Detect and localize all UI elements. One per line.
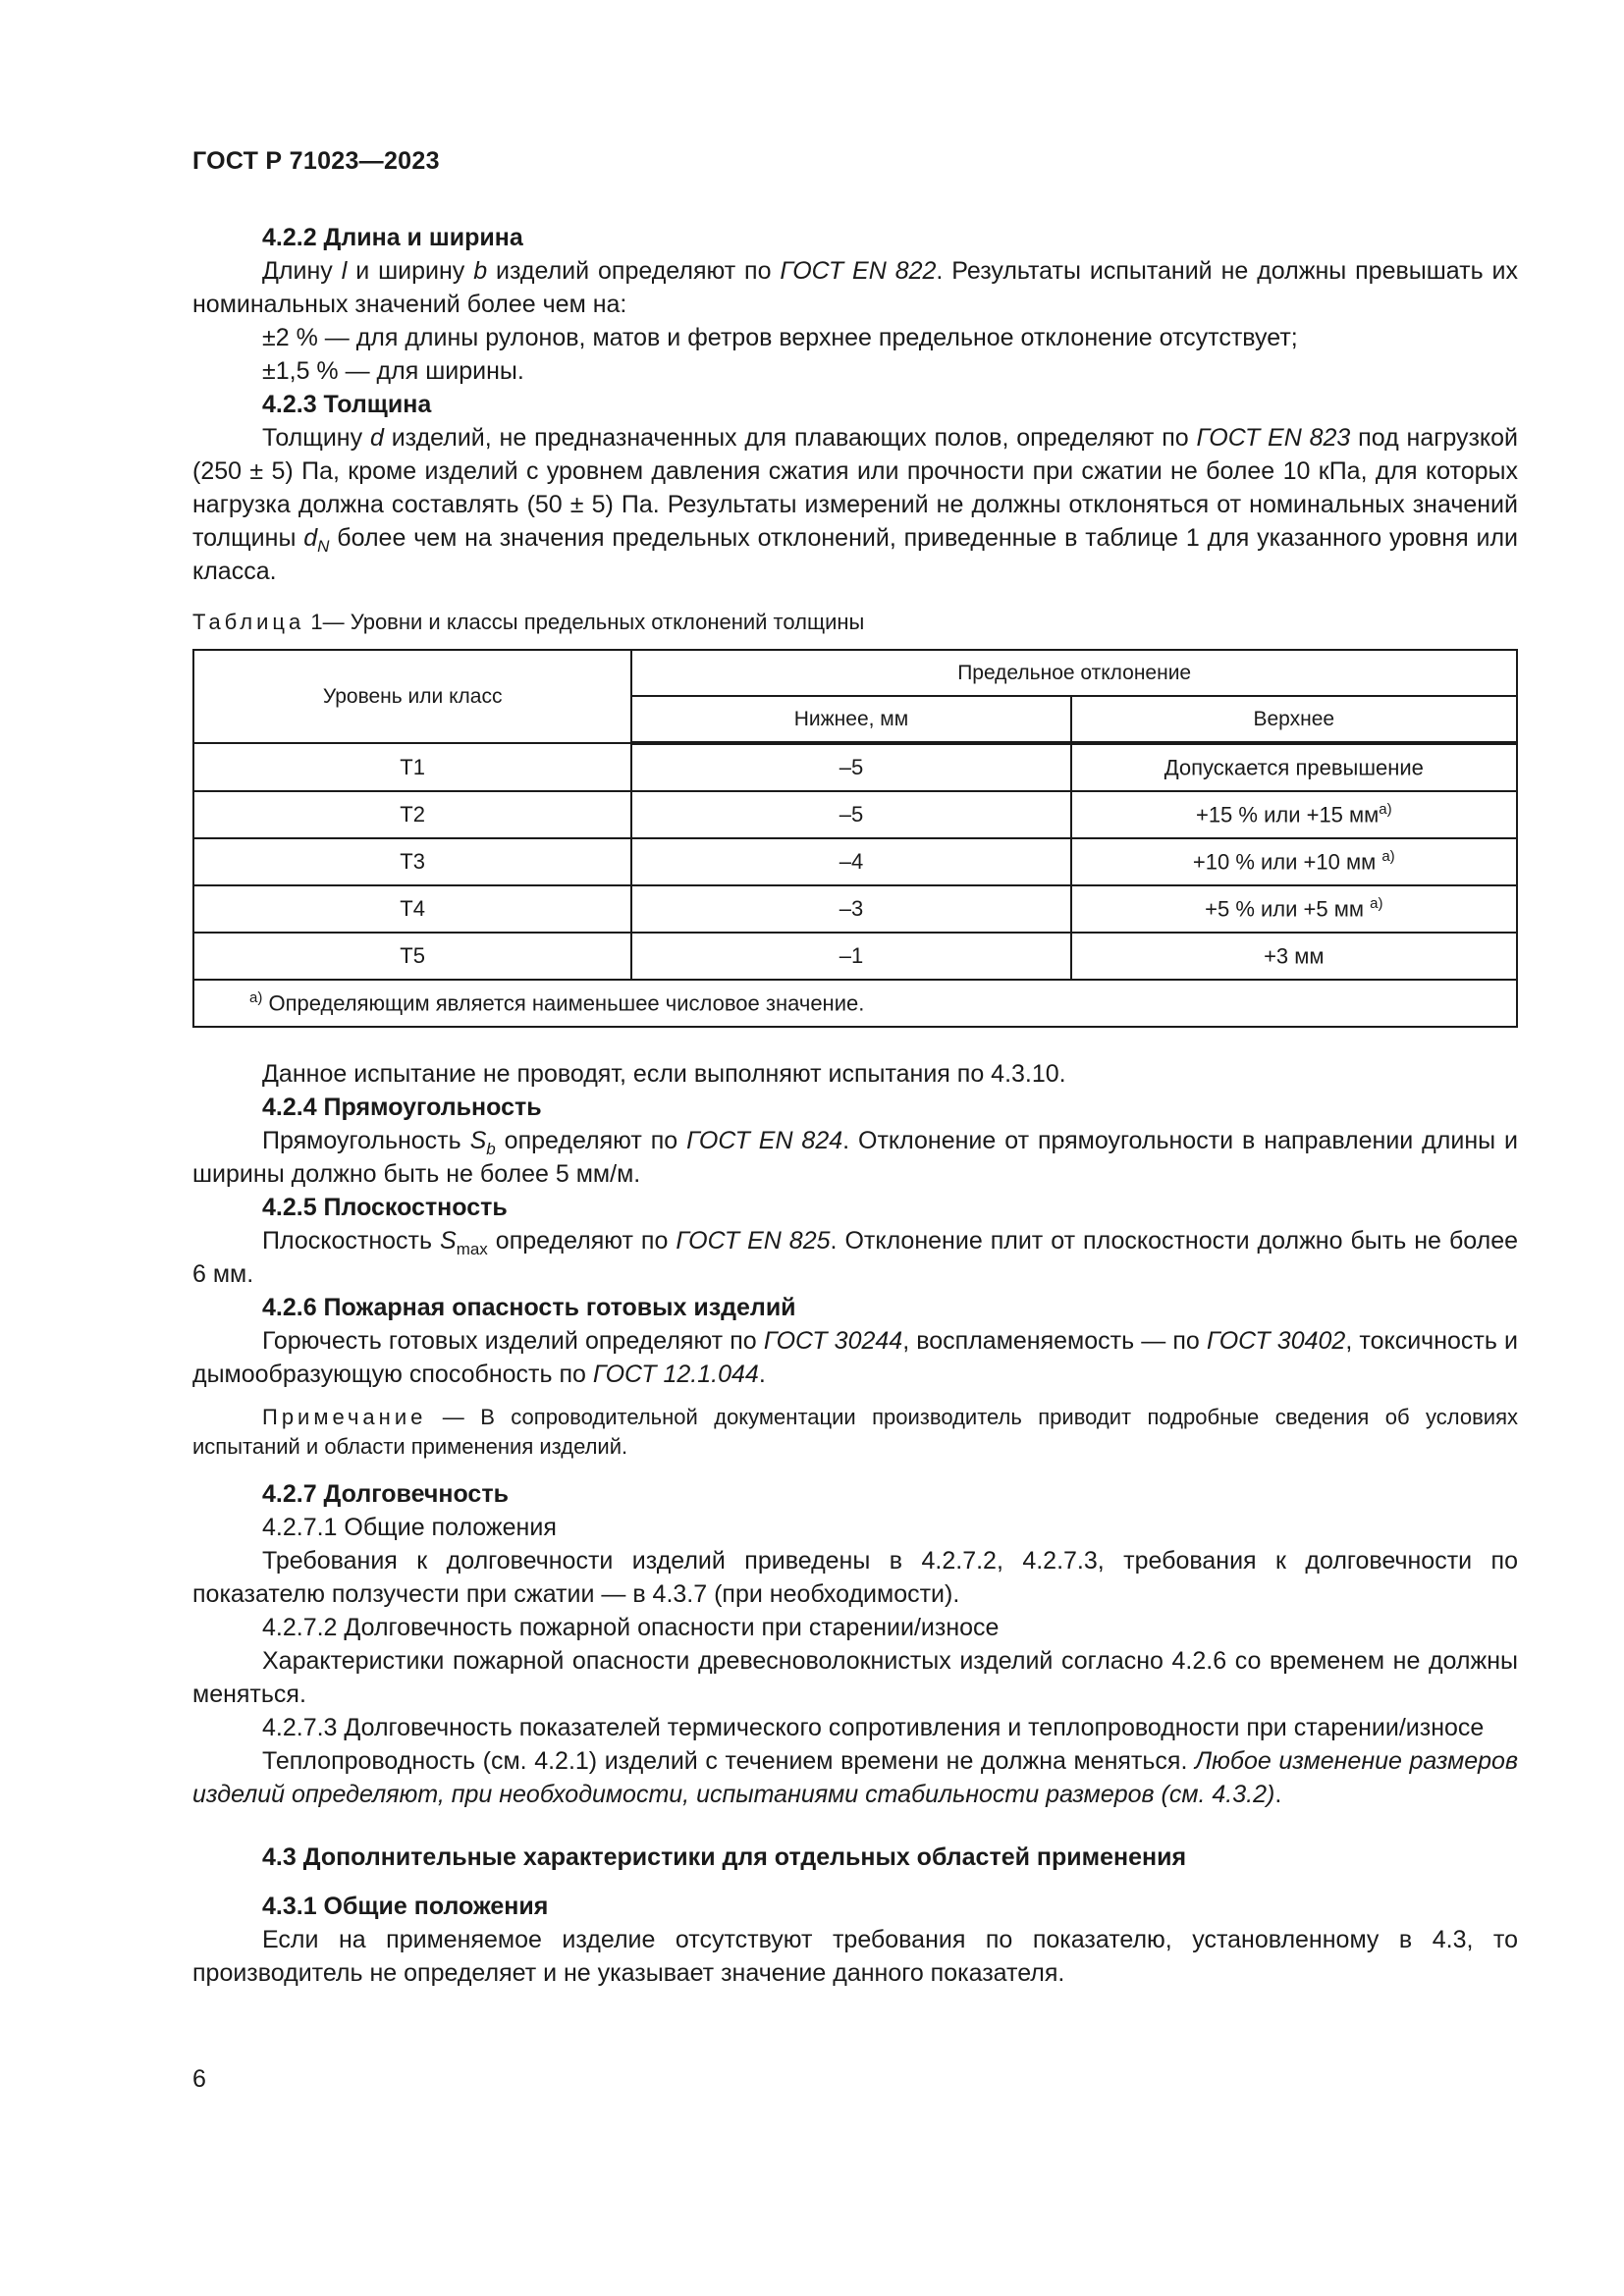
- section-4-2-7-2-title: 4.2.7.2 Долговечность пожарной опасности при старении/износе: [262, 1614, 1000, 1641]
- after-table-paragraph: Данное испытание не проводят, если выполняют испытания по 4.3.10.: [262, 1060, 1066, 1088]
- cell-level: T3: [193, 838, 631, 885]
- table-footnote: $^{а)}$ Определяющим является наименьшее числовое значение.: [193, 980, 1517, 1027]
- section-4-2-7-title: 4.2.7 Долговечность: [262, 1480, 509, 1508]
- table-footnote-row: [193, 980, 1517, 1027]
- cell-upper: Допускается превышение: [1071, 743, 1517, 791]
- table-caption: Таблица 1— Уровни и классы предельных отклонений толщины: [192, 610, 865, 634]
- column-header-level: Уровень или класс: [193, 650, 631, 743]
- thickness-tolerance-table: [192, 649, 1518, 1028]
- table-row: [193, 933, 1517, 980]
- cell-level: T1: [193, 743, 631, 791]
- section-4-2-7-3-title: 4.2.7.3 Долговечность показателей термического сопротивления и теплопроводности при старении/износе: [262, 1714, 1485, 1741]
- section-4-2-7-2-paragraph: Характеристики пожарной опасности древесноволокнистых изделий согласно 4.2.6 со временем не должны меняться.: [192, 1647, 1518, 1708]
- list-item: ±2 % — для длины рулонов, матов и фетров верхнее предельное отклонение отсутствует;: [262, 324, 1298, 351]
- document-header: ГОСТ Р 71023—2023: [192, 147, 440, 175]
- cell-level: T2: [193, 791, 631, 838]
- cell-lower: –3: [631, 885, 1070, 933]
- cell-lower: –4: [631, 838, 1070, 885]
- section-4-2-5-title: 4.2.5 Плоскостность: [262, 1194, 508, 1221]
- cell-upper: +15 % или +15 $мм^{а)}$: [1071, 791, 1517, 838]
- cell-upper: +5 % или +5 мм $^{а)}$: [1071, 885, 1517, 933]
- standard-reference: ГОСТ EN 825: [676, 1227, 831, 1255]
- section-4-3-title: 4.3 Дополнительные характеристики для отдельных областей применения: [262, 1843, 1187, 1871]
- section-4-2-6-title: 4.2.6 Пожарная опасность готовых изделий: [262, 1294, 796, 1321]
- cell-upper: +3 мм: [1071, 933, 1517, 980]
- cell-lower: –1: [631, 933, 1070, 980]
- table-row: [193, 743, 1517, 791]
- section-4-2-2-title: 4.2.2 Длина и ширина: [262, 224, 523, 251]
- section-4-2-6-paragraph: Горючесть готовых изделий определяют по ГОСТ 30244, воспламеняемость — по ГОСТ 30402, токсичность и дымообразующую способность по ГОСТ 12.1.044.: [192, 1327, 1518, 1388]
- section-4-2-7-1-title: 4.2.7.1 Общие положения: [262, 1514, 557, 1541]
- column-header-lower: Нижнее, мм: [631, 696, 1070, 743]
- page-number: 6: [192, 2065, 206, 2093]
- section-4-2-4-paragraph: Прямоугольность $S_b$ определяют по ГОСТ EN 824. Отклонение от прямоугольности в направлении длины и ширины должно быть не более 5 мм/м.: [192, 1127, 1518, 1188]
- column-header-upper: Верхнее: [1071, 696, 1517, 743]
- section-4-3-1-paragraph: Если на применяемое изделие отсутствуют требования по показателю, установленному в 4.3, то производитель не определяет и не указывает значение данного показателя.: [192, 1926, 1518, 1987]
- cell-lower: –5: [631, 743, 1070, 791]
- document-page: [192, 147, 1518, 1990]
- standard-reference: ГОСТ EN 823: [1196, 424, 1351, 452]
- section-4-2-2-paragraph: Длину l и ширину b изделий определяют по ГОСТ EN 822. Результаты испытаний не должны превышать их номинальных значений более чем на:: [192, 257, 1519, 318]
- section-4-2-3-paragraph: Толщину d изделий, не предназначенных для плавающих полов, определяют по ГОСТ EN 823 под нагрузкой (250 ± 5) Па, кроме изделий с уровнем давления сжатия или прочности при сжатии не более 10 кПа, для которых нагрузка должна составлять (50 ± 5) Па. Результаты измерений не должны отклоняться от номинальных значений толщины $d_N$ более чем на значения предельных отклонений, приведенные в таблице 1 для указанного уровня или класса.: [192, 424, 1519, 585]
- cell-level: T5: [193, 933, 631, 980]
- section-4-2-7-3-paragraph: Теплопроводность (см. 4.2.1) изделий с течением времени не должна меняться. Любое изменение размеров изделий определяют, при необходимости, испытаниями стабильности размеров (см. 4.3.2).: [192, 1747, 1518, 1808]
- section-4-2-5-paragraph: Плоскостность $S_{max}$ определяют по ГОСТ EN 825. Отклонение плит от плоскостности должно быть не более 6 мм.: [192, 1227, 1519, 1288]
- cell-upper: +10 % или +10 мм $^{а)}$: [1071, 838, 1517, 885]
- cell-level: T4: [193, 885, 631, 933]
- section-4-2-3-title: 4.2.3 Толщина: [262, 391, 432, 418]
- column-header-deviation: Предельное отклонение: [631, 650, 1517, 696]
- standard-reference: ГОСТ EN 822: [780, 257, 937, 285]
- cell-lower: –5: [631, 791, 1070, 838]
- table-row: [193, 885, 1517, 933]
- section-4-2-4-title: 4.2.4 Прямоугольность: [262, 1094, 542, 1121]
- table-row: [193, 838, 1517, 885]
- section-4-2-7-1-paragraph: Требования к долговечности изделий приведены в 4.2.7.2, 4.2.7.3, требования к долговечности по показателю ползучести при сжатии — в 4.3.7 (при необходимости).: [192, 1547, 1518, 1608]
- standard-reference: ГОСТ EN 824: [686, 1127, 843, 1154]
- note: Примечание — В сопроводительной документации производитель приводит подробные сведения об условиях испытаний и области применения изделий.: [192, 1405, 1518, 1459]
- section-4-3-1-title: 4.3.1 Общие положения: [262, 1893, 549, 1920]
- list-item: ±1,5 % — для ширины.: [262, 357, 524, 385]
- table-row: [193, 791, 1517, 838]
